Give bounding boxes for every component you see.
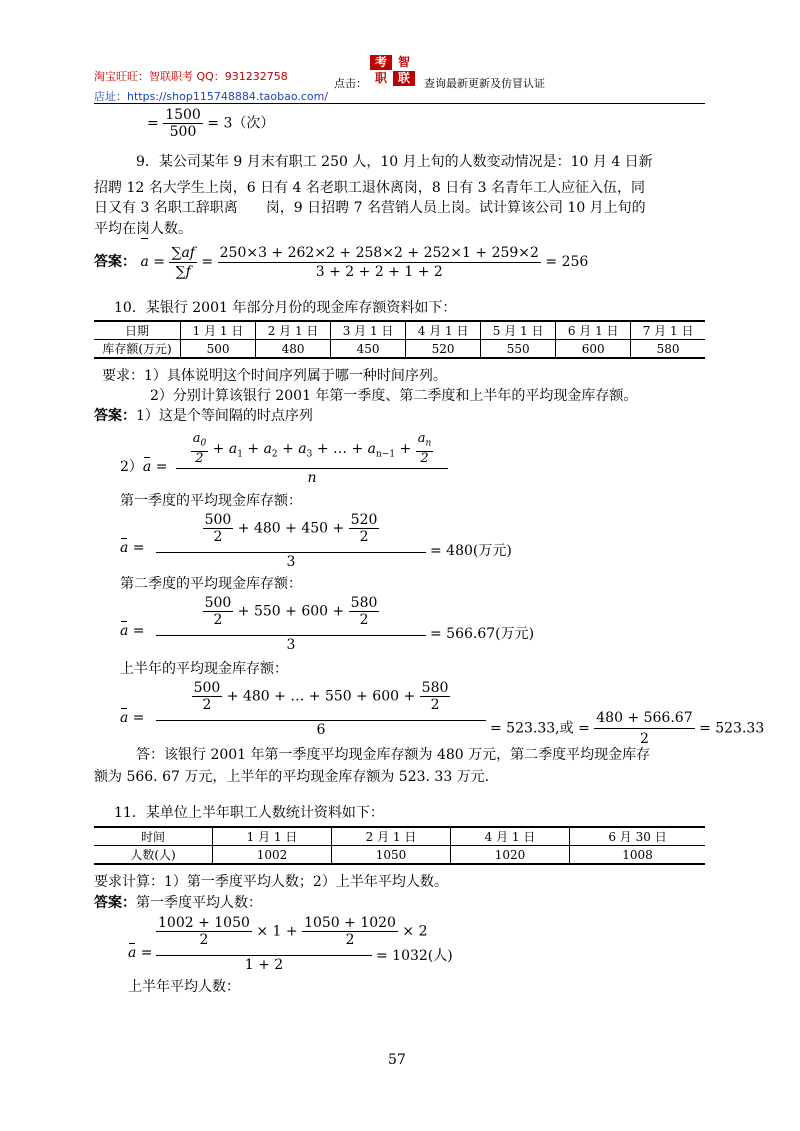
q10-req-2: 2）分别计算该银行 2001 年第一季度、第二季度和上半年的平均现金库存额。 bbox=[150, 388, 638, 404]
table-cell: 2 月 1 日 bbox=[332, 827, 451, 846]
top-formula: = $\frac{1500}{500}$ = 3（次） bbox=[147, 107, 275, 140]
q10-conclusion-2: 额为 566. 67 万元，上半年的平均现金库存额为 523. 33 万元. bbox=[94, 769, 490, 785]
table-cell: 1 月 1 日 bbox=[213, 827, 332, 846]
q10-text: 10．某银行 2001 年部分月份的现金库存额资料如下： bbox=[114, 300, 457, 316]
shop-link[interactable]: 店址：https://shop115748884.taobao.com/ bbox=[94, 90, 329, 103]
logo-char: 智 bbox=[393, 55, 415, 70]
page-number: 57 bbox=[388, 1052, 406, 1068]
q10-req-1: 要求：1）具体说明这个时间序列属于哪一种时间序列。 bbox=[102, 368, 447, 384]
table-header-row bbox=[94, 321, 705, 340]
q9-answer: 答案： a = $\frac{\sum af}{\sum f}$ = $\frac{250\times 3 + 262\times 2 + 258\times 2 + 252\times 1 + 259\times 2}{3 + 2 + 2 + 1 + 2}$ = 256 bbox=[94, 240, 588, 284]
q10-h1-label: 上半年的平均现金库存额： bbox=[120, 661, 288, 677]
table-cell: 人数(人) bbox=[94, 846, 213, 865]
q10-q2-label: 第二季度的平均现金库存额： bbox=[120, 576, 302, 592]
table-cell: 1050 bbox=[332, 846, 451, 865]
table-cell: 4 月 1 日 bbox=[406, 321, 481, 340]
q10-q1-label: 第一季度的平均现金库存额： bbox=[120, 493, 302, 509]
logo-char: 考 bbox=[370, 55, 392, 70]
q9-text-2: 招聘 12 名大学生上岗，6 日有 4 名老职工退休离岗，8 日有 3 名青年工人应征入伍，同 bbox=[94, 180, 646, 196]
click-label: 点击： bbox=[334, 77, 367, 90]
logo[interactable] bbox=[370, 55, 416, 87]
table-cell: 600 bbox=[556, 340, 631, 359]
table-cell: 1 月 1 日 bbox=[181, 321, 256, 340]
table-cell: 520 bbox=[406, 340, 481, 359]
query-link[interactable]: 查询最新更新及仿冒认证 bbox=[424, 77, 545, 90]
table-cell: 3 月 1 日 bbox=[331, 321, 406, 340]
table-cell: 6 月 1 日 bbox=[556, 321, 631, 340]
table-cell: 2 月 1 日 bbox=[256, 321, 331, 340]
table-cell: 450 bbox=[331, 340, 406, 359]
table-header-row bbox=[94, 827, 705, 846]
table-cell: 580 bbox=[631, 340, 705, 359]
q11-answer: 答案：第一季度平均人数： bbox=[94, 895, 262, 911]
table-cell: 500 bbox=[181, 340, 256, 359]
table-cell: 480 bbox=[256, 340, 331, 359]
q11-req: 要求计算：1）第一季度平均人数；2）上半年平均人数。 bbox=[94, 874, 448, 890]
q11-h1-label: 上半年平均人数： bbox=[128, 979, 240, 995]
table-row bbox=[94, 846, 705, 865]
q9-text-3: 日又有 3 名职工辞职离 岗，9 日招聘 7 名营销人员上岗。试计算该公司 10 月上旬的 bbox=[94, 200, 646, 216]
q11-table bbox=[94, 826, 705, 865]
table-cell: 库存额(万元) bbox=[94, 340, 181, 359]
table-cell: 时间 bbox=[94, 827, 213, 846]
table-cell: 4 月 1 日 bbox=[451, 827, 570, 846]
q10-conclusion-1: 答：该银行 2001 年第一季度平均现金库存额为 480 万元，第二季度平均现金库存 bbox=[136, 747, 651, 763]
table-cell: 日期 bbox=[94, 321, 181, 340]
q10-answer-1: 答案：1）这是个等间隔的时点序列 bbox=[94, 408, 313, 424]
q9-text-1: 9．某公司某年 9 月末有职工 250 人，10 月上旬的人数变动情况是：10 月 4 日新 bbox=[136, 154, 653, 170]
q9-text-4: 平均在岗人数。 bbox=[94, 221, 192, 237]
q11-text: 11．某单位上半年职工人数统计资料如下： bbox=[114, 805, 384, 821]
logo-char: 职 bbox=[370, 71, 392, 86]
table-cell: 6 月 30 日 bbox=[570, 827, 705, 846]
q10-table bbox=[94, 320, 705, 359]
contact-text: 淘宝旺旺：智联职考 QQ：931232758 bbox=[94, 70, 288, 83]
table-cell: 7 月 1 日 bbox=[631, 321, 705, 340]
logo-char: 联 bbox=[393, 71, 415, 86]
table-cell: 5 月 1 日 bbox=[481, 321, 556, 340]
table-cell: 550 bbox=[481, 340, 556, 359]
table-cell: 1008 bbox=[570, 846, 705, 865]
table-cell: 1002 bbox=[213, 846, 332, 865]
table-row bbox=[94, 340, 705, 359]
table-cell: 1020 bbox=[451, 846, 570, 865]
header-divider bbox=[94, 103, 705, 104]
header-contact bbox=[94, 68, 288, 84]
